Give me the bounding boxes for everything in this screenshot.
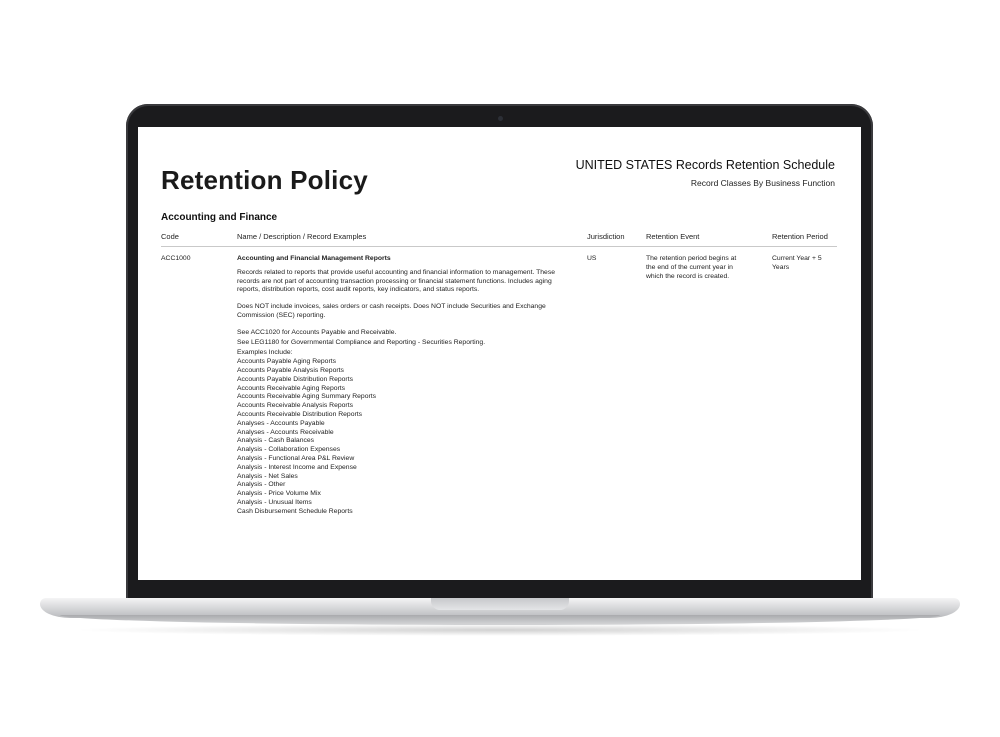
list-item: Analysis - Interest Income and Expense	[237, 463, 357, 471]
record-retention-event: The retention period begins at the end of the current year in which the record is created.	[646, 255, 737, 280]
list-item: Analyses - Accounts Payable	[237, 419, 325, 427]
list-item: Accounts Payable Distribution Reports	[237, 375, 353, 383]
list-item: Accounts Receivable Aging Summary Reports	[237, 393, 377, 401]
schedule-subtitle: Record Classes By Business Function	[690, 178, 835, 188]
laptop-shadow	[70, 624, 930, 636]
list-item: Analysis - Net Sales	[237, 472, 298, 480]
section-title: Accounting and Finance	[161, 212, 278, 223]
examples-label: Examples Include:	[237, 349, 293, 357]
record-code: ACC1000	[161, 255, 191, 262]
list-item: Analyses - Accounts Receivable	[237, 428, 334, 436]
list-item: Accounts Receivable Analysis Reports	[237, 402, 353, 410]
column-header-event: Retention Event	[646, 232, 700, 241]
list-item: Accounts Receivable Aging Reports	[237, 384, 346, 392]
see-reference-1: See ACC1020 for Accounts Payable and Receivable.	[237, 328, 397, 336]
record-exclusions: Does NOT include invoices, sales orders or cash receipts. Does NOT include Securities and Exchange Commission (SEC) reporting.	[237, 303, 546, 319]
column-header-period: Retention Period	[772, 232, 828, 241]
list-item: Analysis - Other	[237, 481, 286, 489]
list-item: Analysis - Cash Balances	[237, 437, 315, 445]
examples-list	[237, 358, 559, 516]
list-item: Analysis - Collaboration Expenses	[237, 446, 341, 454]
camera-icon	[498, 116, 503, 121]
schedule-title: UNITED STATES Records Retention Schedule	[575, 158, 835, 172]
record-name: Accounting and Financial Management Reports	[237, 255, 391, 262]
laptop-screen	[138, 127, 861, 580]
laptop-hinge-notch	[431, 598, 569, 610]
list-item: Accounts Payable Analysis Reports	[237, 366, 344, 374]
record-details	[237, 255, 559, 517]
list-item: Cash Disbursement Schedule Reports	[237, 507, 353, 515]
column-header-code: Code	[161, 232, 179, 241]
record-description: Records related to reports that provide useful accounting and financial information to management. These records are not part of accounting transaction processing or financial statement functions. Includes aging reports, distribution reports, cost audit reports, key indicators, and status reports.	[237, 268, 556, 294]
schedule-header	[576, 158, 835, 188]
list-item: Accounts Payable Aging Reports	[237, 358, 336, 366]
list-item: Analysis - Price Volume Mix	[237, 490, 321, 498]
document-title: Retention Policy	[161, 165, 368, 195]
table-header	[161, 232, 837, 247]
list-item: Analysis - Functional Area P&L Review	[237, 454, 355, 462]
record-retention-period: Current Year + 5 Years	[772, 255, 822, 271]
column-header-name: Name / Description / Record Examples	[237, 232, 367, 241]
record-jurisdiction: US	[587, 255, 597, 262]
column-header-jurisdiction: Jurisdiction	[587, 232, 625, 241]
see-reference-2: See LEG1180 for Governmental Compliance and Reporting - Securities Reporting.	[237, 338, 486, 346]
list-item: Accounts Receivable Distribution Reports	[237, 410, 363, 418]
list-item: Analysis - Unusual Items	[237, 498, 312, 506]
